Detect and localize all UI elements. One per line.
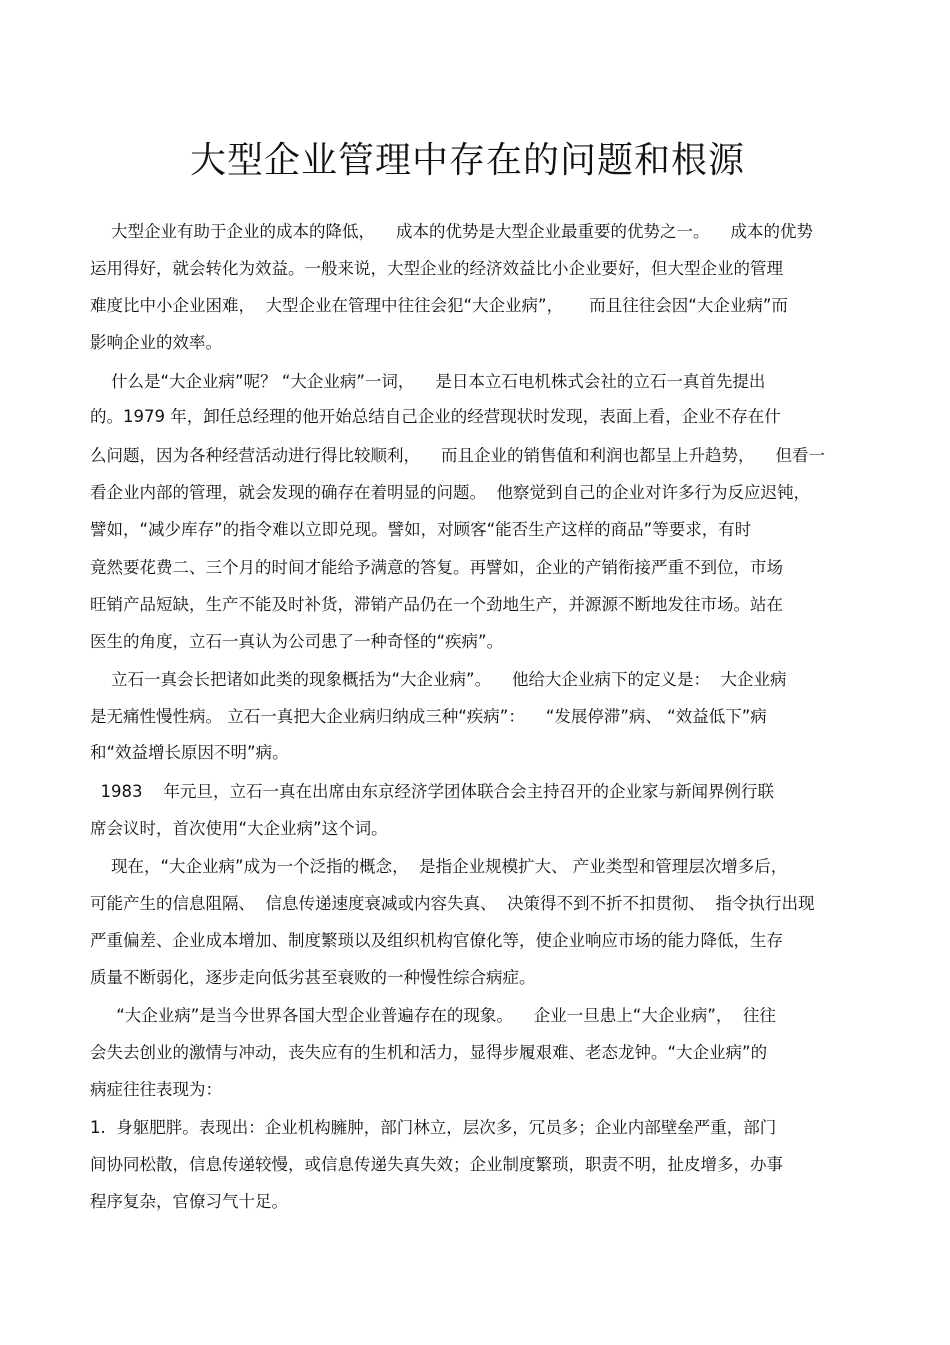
body-line: 的。1979 年，卸任总经理的他开始总结自己企业的经营现状时发现，表面上看，企业不存在什	[90, 407, 781, 426]
body-line: 竟然要花费二、三个月的时间才能给予满意的答复。再譬如，企业的产销衔接严重不到位，市场	[90, 558, 783, 577]
body-line: 是无痛性慢性病。 立石一真把大企业病归纳成三种“疾病”： “发展停滞”病、 “效益低下”病	[90, 707, 767, 726]
body-line: 旺销产品短缺，生产不能及时补货，滞销产品仍在一个劲地生产，并源源不断地发往市场。站在	[90, 595, 783, 614]
body-line: 难度比中小企业困难， 大型企业在管理中往往会犯“大企业病”， 而且往往会因“大企业病”而	[90, 296, 788, 315]
body-line: 质量不断弱化，逐步走向低劣甚至衰败的一种慢性综合病症。	[90, 968, 536, 987]
body-line: 运用得好，就会转化为效益。一般来说，大型企业的经济效益比小企业要好，但大型企业的管理	[90, 259, 783, 278]
body-line: 程序复杂，官僚习气十足。	[90, 1192, 288, 1211]
body-line: “大企业病”是当今世界各国大型企业普遍存在的现象。 企业一旦患上“大企业病”， 往往	[90, 1006, 776, 1025]
body-line: 病症往往表现为：	[90, 1080, 222, 1099]
body-line: 医生的角度，立石一真认为公司患了一种奇怪的“疾病”。	[90, 632, 504, 651]
body-line: 看企业内部的管理，就会发现的确存在着明显的问题。 他察觉到自己的企业对许多行为反应迟钝，	[90, 483, 810, 502]
body-line: 席会议时，首次使用“大企业病”这个词。	[90, 819, 388, 838]
body-line: 1. 身躯肥胖。表现出：企业机构臃肿，部门林立，层次多，冗员多；企业内部壁垒严重，部门	[90, 1118, 777, 1137]
document-title: 大型企业管理中存在的问题和根源	[189, 140, 745, 181]
body-line: 譬如，“减少库存”的指令难以立即兑现。譬如，对顾客“能否生产这样的商品”等要求，有时	[90, 520, 752, 539]
body-line: 大型企业有助于企业的成本的降低， 成本的优势是大型企业最重要的优势之一。 成本的优势	[90, 222, 813, 241]
body-line: 么问题，因为各种经营活动进行得比较顺利， 而且企业的销售值和利润也都呈上升趋势， 但看一	[90, 446, 825, 465]
body-line: 立石一真会长把诸如此类的现象概括为“大企业病”。 他给大企业病下的定义是： 大企业病	[90, 670, 787, 689]
body-line: 可能产生的信息阻隔、 信息传递速度衰减或内容失真、 决策得不到不折不扣贯彻、 指令执行出现	[90, 894, 815, 913]
body-line: 间协同松散，信息传递较慢，或信息传递失真失效；企业制度繁琐，职责不明，扯皮增多，办事	[90, 1155, 783, 1174]
body-line: 严重偏差、企业成本增加、制度繁琐以及组织机构官僚化等，使企业响应市场的能力降低，生存	[90, 931, 783, 950]
body-line: 会失去创业的激情与冲动，丧失应有的生机和活力，显得步履艰难、老态龙钟。“大企业病”的	[90, 1043, 768, 1062]
body-line: 和“效益增长原因不明”病。	[90, 743, 289, 762]
body-line: 现在，“大企业病”成为一个泛指的概念， 是指企业规模扩大、 产业类型和管理层次增多后，	[90, 857, 788, 876]
body-line: 1983 年元旦，立石一真在出席由东京经济学团体联合会主持召开的企业家与新闻界例行联	[90, 782, 774, 801]
body-line: 影响企业的效率。	[90, 333, 222, 352]
body-line: 什么是“大企业病”呢？ “大企业病”一词， 是日本立石电机株式会社的立石一真首先提出	[90, 372, 766, 391]
